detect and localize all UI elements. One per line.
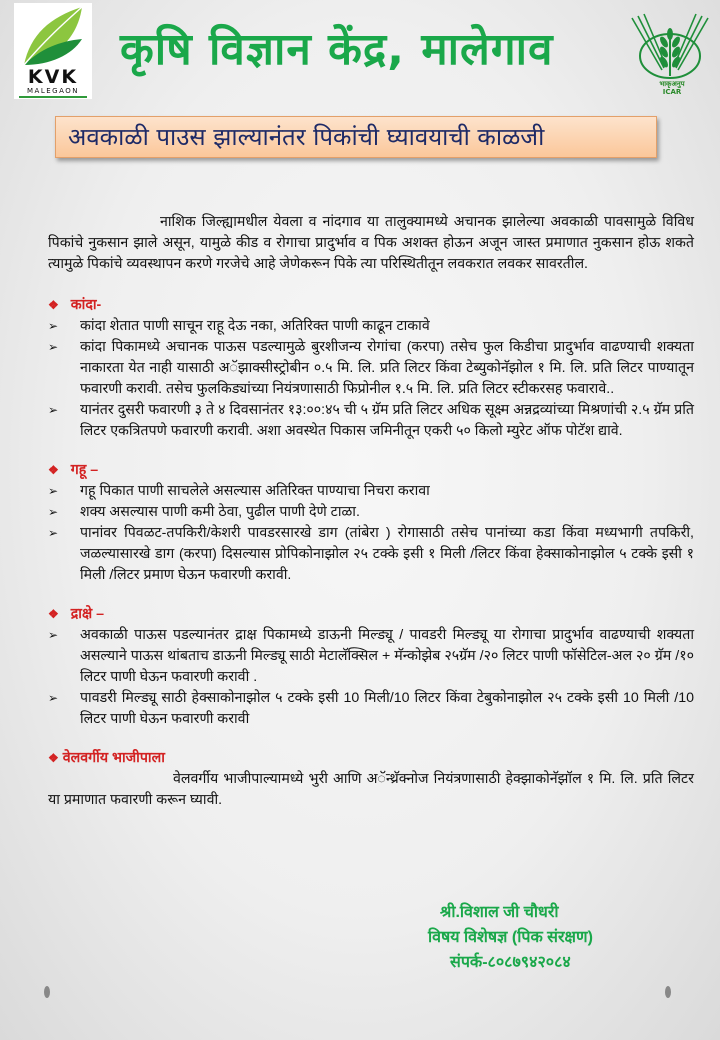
section-title: गहू – <box>70 462 99 478</box>
icar-logo-text <box>657 80 687 96</box>
list-item <box>48 481 694 502</box>
section-title: द्राक्षे – <box>70 606 104 622</box>
vine-vegetables-paragraph: वेलवर्गीय भाजीपाल्यामध्ये भुरी आणि अॅन्थ्रॅक्नोज नियंत्रणासाठी हेक्झाकोनॅझॉल १ मि. लि. प्रति लिटर या प्रमाणात फवारणी करून घ्यावी. <box>48 771 694 808</box>
signature-designation: विषय विशेषज्ञ (पिक संरक्षण) <box>428 929 593 946</box>
list-item-text: कांदा शेतात पाणी साचून राहू देऊ नका, अतिरिक्त पाणी काढून टाकावे <box>80 318 430 334</box>
arrow-bullet-icon: ➢ <box>48 691 59 705</box>
logo-underline <box>19 96 87 98</box>
decorative-dot <box>44 986 50 998</box>
list-item <box>48 688 694 730</box>
icar-hindi: भाकृअनुप <box>659 80 685 88</box>
section-title: वेलवर्गीय भाजीपाला <box>62 750 165 766</box>
page-title: कृषि विज्ञान केंद्र, मालेगाव <box>120 24 554 75</box>
article-body <box>48 212 694 811</box>
list-item <box>48 316 694 337</box>
list-item <box>48 400 694 442</box>
arrow-bullet-icon: ➢ <box>48 484 59 498</box>
list-item-text: शक्य असल्यास पाणी कमी ठेवा, पुढील पाणी देणे टाळा. <box>80 504 360 520</box>
list-item-text: कांदा पिकामध्ये अचानक पाऊस पडल्यामुळे बुरशीजन्य रोगांचा (करपा) तसेच फुल किडीचा प्रादुर्भाव वाढण्याची शक्यता नाकारता येत नाही यासाठी अॅझाक्सीस्ट्रोबीन ०.५ मि. लि. प्रति लिटर किंवा टेब्युकोनॅझोल १ मि. लि. प्रति लिटर पाण्यातून फवारणी करावी. तसेच फुलकिड्यांच्या नियंत्रणासाठी फिप्रोनील १.५ मि. लि. प्रति लिटर स्टीकरसह फवारावे.. <box>80 339 694 397</box>
diamond-bullet-icon: ❖ <box>48 751 59 765</box>
section-heading-vine-vegetables <box>48 748 694 769</box>
list-item-text: गहू पिकात पाणी साचलेले असल्यास अतिरिक्त पाण्याचा निचरा करावा <box>80 483 430 499</box>
signature-block <box>428 900 593 975</box>
signature-name: श्री.विशाल जी चौधरी <box>440 904 559 921</box>
list-item-text: यानंतर दुसरी फवारणी ३ ते ४ दिवसानंतर १३:००:४५ ची ५ ग्रॅम प्रति लिटर अधिक सूक्ष्म अन्नद्रव्यांच्या मिश्रणांची २.५ ग्रॅम प्रति लिटर एकत्रितपणे फवारणी करावी. अशा अवस्थेत पिकास जमिनीतून एकरी ५० किलो म्युरेट ऑफ पोटॅश द्यावे. <box>80 402 694 439</box>
diamond-bullet-icon: ❖ <box>48 298 59 312</box>
arrow-bullet-icon: ➢ <box>48 526 59 540</box>
signature-contact: संपर्क-८०८७९४२०८४ <box>450 954 571 971</box>
kvk-logo <box>14 3 92 99</box>
leaf-icon <box>20 5 86 67</box>
arrow-bullet-icon: ➢ <box>48 505 59 519</box>
section-heading-wheat <box>48 460 694 481</box>
arrow-bullet-icon: ➢ <box>48 628 59 642</box>
list-item <box>48 625 694 688</box>
arrow-bullet-icon: ➢ <box>48 319 59 333</box>
logo-kvk-text: KVK <box>27 66 79 88</box>
list-item-text: पानांवर पिवळट-तपकिरी/केशरी पावडरसारखे डाग (तांबेरा ) रोगासाठी तसेच पानांच्या कडा किंवा मध्यभागी तपकिरी, जळल्यासारखे डाग (करपा) दिसल्यास प्रोपिकोनाझोल २५ टक्के इसी १ मिली /लिटर किंवा हेक्साकोनाझोल ५ टक्के इसी १ मिली /लिटर प्रमाण घेऊन फवारणी करावी. <box>80 525 694 583</box>
logo-malegaon-text: MALEGAON <box>27 87 79 95</box>
arrow-bullet-icon: ➢ <box>48 340 59 354</box>
list-item <box>48 502 694 523</box>
icar-english: ICAR <box>662 88 682 96</box>
arrow-bullet-icon: ➢ <box>48 403 59 417</box>
intro-paragraph: नाशिक जिल्ह्यामधील येवला व नांदगाव या तालुक्यामध्ये अचानक झालेल्या अवकाळी पावसामुळे विविध पिकांचे नुकसान झाले असून, यामुळे कीड व रोगाचा प्रादुर्भाव व पिक अशक्त होऊन अजून जास्त प्रमाणात नुकसान होऊ शकते त्यामुळे पिकांचे व्यवस्थापन करणे गरजेचे आहे जेणेकरून पिके त्या परिस्थितीतून लवकरात लवकर सावरतील. <box>48 214 694 272</box>
diamond-bullet-icon: ❖ <box>48 607 59 621</box>
subtitle-text: अवकाळी पाउस झाल्यानंतर पिकांची घ्यावयाची काळजी <box>68 123 545 151</box>
list-item-text: अवकाळी पाऊस पडल्यानंतर द्राक्ष पिकामध्ये डाऊनी मिल्ड्यू / पावडरी मिल्ड्यू या रोगाचा प्रादुर्भाव वाढण्याची शक्यता असल्याने पाऊस थांबताच डाऊनी मिल्ड्यू साठी मेटालॅक्सिल + मॅन्कोझेब २५ग्रॅम /२० लिटर पाणी फॉसेटिल-अल २० ग्रॅम /१० लिटर पाणी घेऊन फवारणी करावी . <box>80 627 694 685</box>
list-item-text: पावडरी मिल्ड्यू साठी हेक्साकोनाझोल ५ टक्के इसी 10 मिली/10 लिटर किंवा टेबुकोनाझोल २५ टक्के इसी 10 मिली /10 लिटर पाणी घेऊन फवारणी करावी <box>80 690 694 727</box>
section-title: कांदा- <box>70 297 102 313</box>
list-item <box>48 523 694 586</box>
list-item <box>48 337 694 400</box>
subtitle-banner <box>55 116 657 158</box>
decorative-dot <box>665 986 671 998</box>
section-heading-grapes <box>48 604 694 625</box>
diamond-bullet-icon: ❖ <box>48 463 59 477</box>
section-heading-onion <box>48 295 694 316</box>
